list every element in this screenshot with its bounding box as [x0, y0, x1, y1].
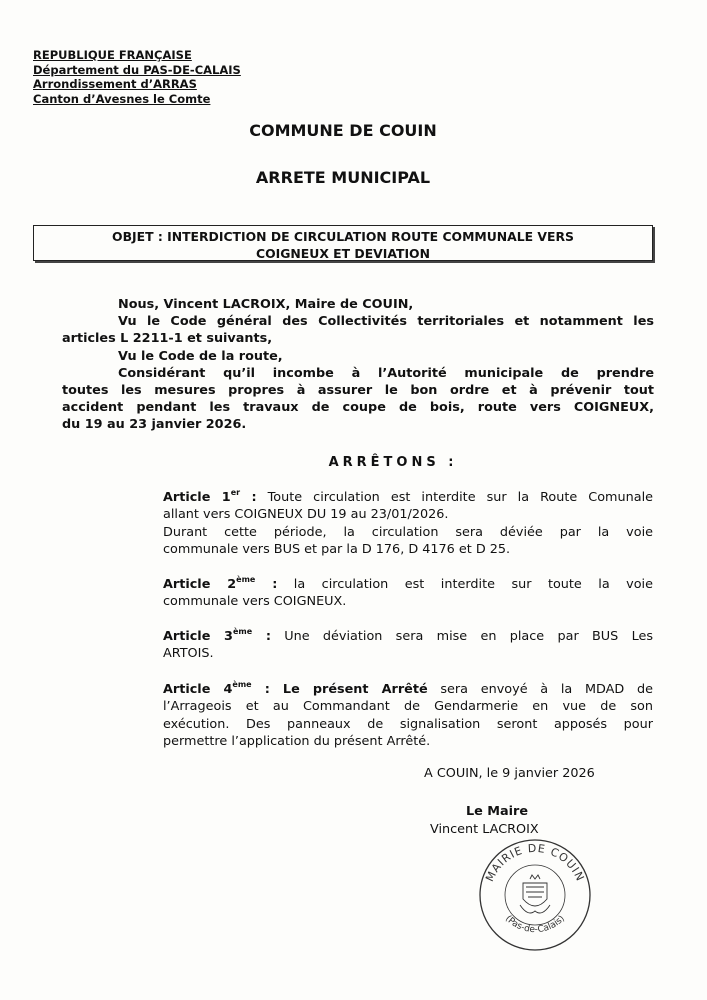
date-line: A COUIN, le 9 janvier 2026 [424, 766, 595, 781]
administrative-header [33, 48, 241, 106]
article-text: communale vers BUS et par la D 176, D 4176 et D 25. [163, 541, 511, 557]
object-box [33, 225, 653, 261]
commune-title: COMMUNE DE COUIN [249, 121, 437, 140]
object-line-1: OBJET : INTERDICTION DE CIRCULATION ROUTE COMMUNALE VERS [112, 229, 574, 244]
preamble-line: Nous, Vincent LACROIX, Maire de COUIN, [118, 297, 414, 312]
preamble-line: toutes les mesures propres à assurer le bon ordre et à prévenir tout [62, 383, 654, 399]
preamble-line: accident pendant les travaux de coupe de bois, route vers COIGNEUX, [62, 400, 654, 416]
article-text: exécution. Des panneaux de signalisation seront apposés pour [163, 716, 653, 732]
header-arrondissement: Arrondissement d’ARRAS [33, 77, 197, 92]
document-title: ARRETE MUNICIPAL [255, 168, 431, 187]
article-label: Article 4ème : Le présent Arrêté [163, 680, 428, 697]
signature-name: Vincent LACROIX [430, 822, 539, 837]
article-text: allant vers COIGNEUX DU 19 au 23/01/2026. [163, 507, 449, 523]
article-1 [163, 489, 653, 558]
article-text: Durant cette période, la circulation sera déviée par la voie [163, 524, 653, 540]
preamble-line: Vu le Code de la route, [118, 348, 283, 364]
article-label: Article 2ème : [163, 575, 278, 592]
svg-text:(Pas-de-Calais) [503, 914, 567, 935]
preamble-line: Vu le Code général des Collectivités territoriales et notamment les [118, 314, 654, 330]
article-text: l’Arrageois et au Commandant de Gendarmerie en vue de son [163, 699, 653, 715]
mairie-stamp [476, 835, 594, 953]
stamp-bottom-text: (Pas-de-Calais) [503, 913, 567, 936]
article-text: sera envoyé à la MDAD de [427, 682, 653, 697]
coat-of-arms-icon [520, 875, 550, 913]
header-canton: Canton d’Avesnes le Comte [33, 91, 211, 106]
article-label: Article 3ème : [163, 627, 271, 644]
preamble-line: du 19 au 23 janvier 2026. [62, 417, 247, 433]
header-departement: Département du PAS-DE-CALAIS [33, 62, 241, 77]
article-text: Toute circulation est interdite sur la Route Comunale [256, 490, 654, 505]
article-text: la circulation est interdite sur toute la voie [277, 577, 653, 592]
header-republique: REPUBLIQUE FRANÇAISE [33, 48, 192, 62]
stamp-top-text: MAIRIE DE COUIN [483, 841, 587, 884]
arretons-heading: ARRÊTONS : [328, 455, 458, 470]
article-4 [163, 681, 653, 750]
article-text: communale vers COIGNEUX. [163, 594, 347, 610]
article-text: ARTOIS. [163, 646, 214, 662]
article-3 [163, 628, 653, 663]
article-text: Une déviation sera mise en place par BUS Les [270, 629, 654, 644]
preamble-line: articles L 2211-1 et suivants, [62, 331, 273, 347]
svg-text:MAIRIE DE COUIN [483, 842, 587, 884]
preamble [62, 296, 654, 434]
article-text: permettre l’application du présent Arrêté. [163, 733, 431, 749]
object-line-2: COIGNEUX ET DEVIATION [256, 245, 430, 261]
article-2 [163, 576, 653, 611]
article-label: Article 1er : [163, 488, 257, 505]
signature-role: Le Maire [466, 804, 529, 819]
preamble-line: Considérant qu’il incombe à l’Autorité municipale de prendre [118, 365, 654, 381]
